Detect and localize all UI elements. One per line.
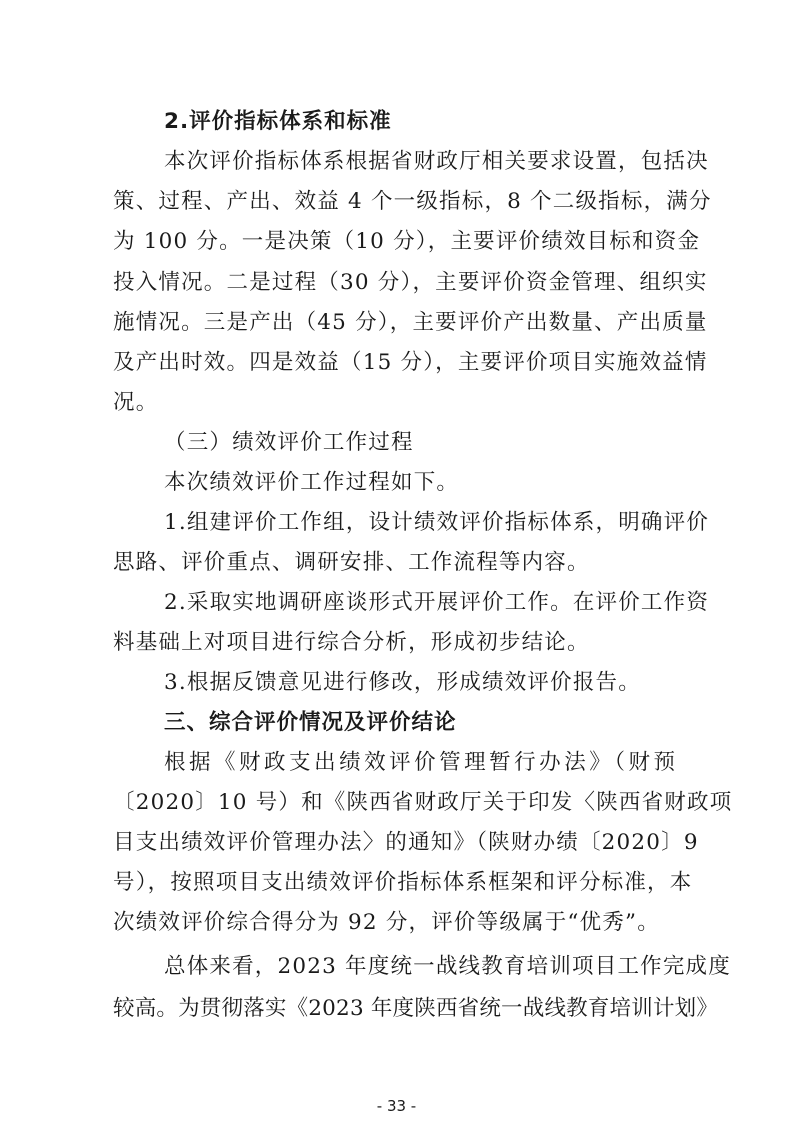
- paragraph-line: 策、过程、产出、效益 4 个一级指标，8 个二级指标，满分: [113, 189, 712, 214]
- paragraph-line: 较高。为贯彻落实《2023 年度陕西省统一战线教育培训计划》: [113, 996, 719, 1021]
- list-item-line: 思路、评价重点、调研安排、工作流程等内容。: [113, 550, 590, 575]
- list-item-line: 2.采取实地调研座谈形式开展评价工作。在评价工作资: [164, 590, 710, 615]
- paragraph-line: 目支出绩效评价管理办法〉的通知》（陕财办绩〔2020〕9: [113, 830, 699, 855]
- list-item-line: 料基础上对项目进行综合分析，形成初步结论。: [113, 630, 590, 655]
- paragraph-line: 况。: [113, 390, 159, 415]
- paragraph-line: 投入情况。二是过程（30 分），主要评价资金管理、组织实: [113, 270, 708, 295]
- paragraph-line: 〔2020〕10 号）和《陕西省财政厅关于印发〈陕西省财政项: [113, 790, 733, 815]
- section-heading-evaluation-indicators: 2.评价指标体系和标准: [164, 109, 392, 134]
- paragraph-line: 本次评价指标体系根据省财政厅相关要求设置，包括决: [164, 149, 709, 174]
- list-item-line: 3.根据反馈意见进行修改，形成绩效评价报告。: [164, 670, 641, 695]
- paragraph-line: 及产出时效。四是效益（15 分），主要评价项目实施效益情: [113, 350, 708, 375]
- paragraph-line: 次绩效评价综合得分为 92 分，评价等级属于“优秀”。: [113, 910, 660, 935]
- paragraph-line: 本次绩效评价工作过程如下。: [164, 470, 460, 495]
- page-number: - 33 -: [376, 1097, 417, 1115]
- section-heading-evaluation-process: （三）绩效评价工作过程: [164, 430, 414, 455]
- paragraph-line: 号），按照项目支出绩效评价指标体系框架和评分标准，本: [113, 870, 693, 895]
- paragraph-line: 总体来看，2023 年度统一战线教育培训项目工作完成度: [164, 954, 731, 979]
- paragraph-line: 根据《财政支出绩效评价管理暂行办法》（财预: [164, 750, 678, 775]
- section-heading-comprehensive-evaluation: 三、综合评价情况及评价结论: [164, 710, 457, 735]
- paragraph-line: 施情况。三是产出（45 分），主要评价产出数量、产出质量: [113, 310, 708, 335]
- list-item-line: 1.组建评价工作组，设计绩效评价指标体系，明确评价: [164, 510, 710, 535]
- paragraph-line: 为 100 分。一是决策（10 分），主要评价绩效目标和资金: [113, 229, 701, 254]
